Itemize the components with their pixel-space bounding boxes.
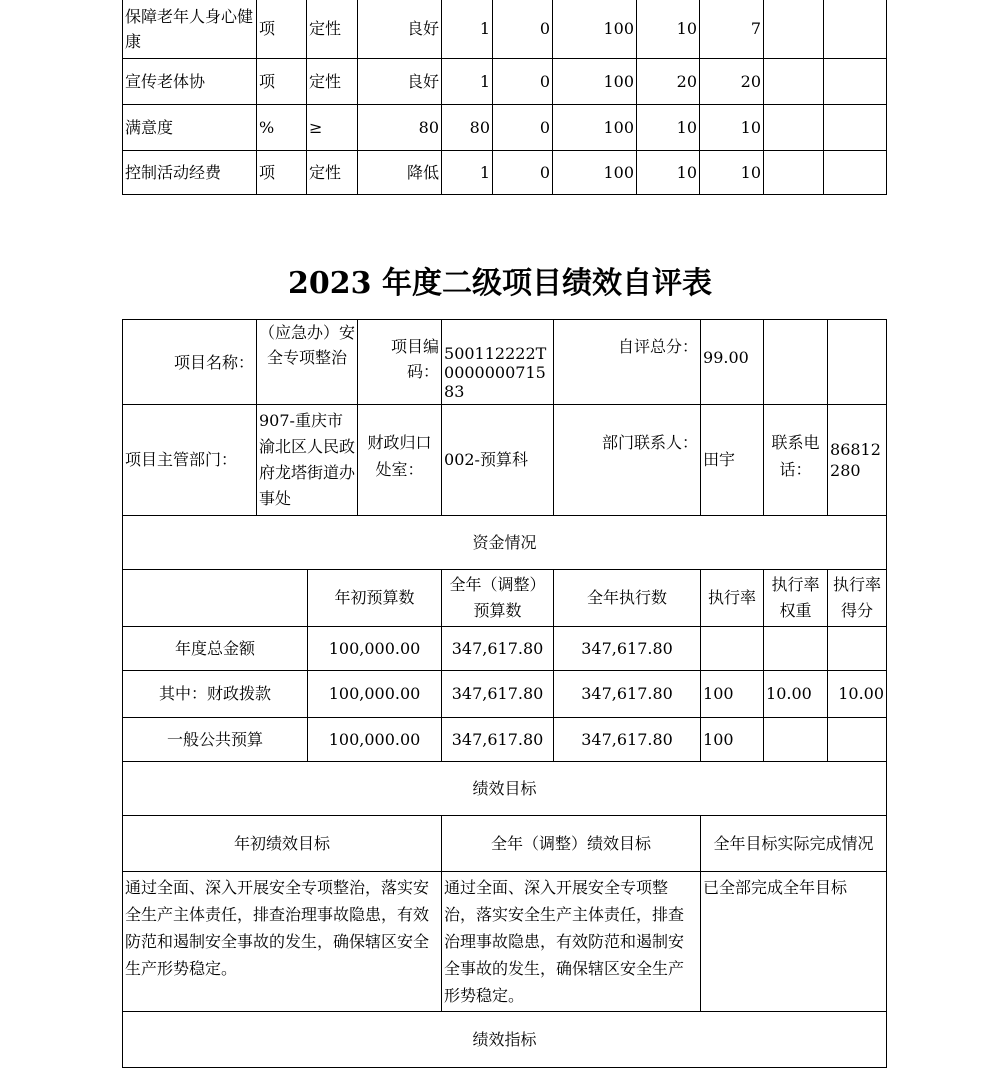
col-header: 年初预算数 <box>308 570 442 627</box>
indicator-value: 0 <box>493 59 553 105</box>
indicator-target: 降低 <box>358 151 442 195</box>
funds-weight: 10.00 <box>764 671 828 718</box>
indicator-value: 0 <box>493 151 553 195</box>
table-row <box>123 405 887 516</box>
table-row <box>123 1012 887 1068</box>
indicator-target: 80 <box>358 105 442 151</box>
indicator-name: 满意度 <box>123 105 257 151</box>
indicator-value: 10 <box>637 0 700 59</box>
funds-section-title: 资金情况 <box>123 516 887 570</box>
indicator-value: 10 <box>700 105 764 151</box>
indicators-section-title: 绩效指标 <box>123 1012 887 1068</box>
funds-value: 100,000.00 <box>308 718 442 762</box>
col-header: 全年执行数 <box>554 570 701 627</box>
funds-row-label: 其中：财政拨款 <box>123 671 308 718</box>
indicator-value: 10 <box>637 151 700 195</box>
funds-score: 10.00 <box>828 671 887 718</box>
col-header: 年初绩效目标 <box>123 816 442 872</box>
indicator-table-top <box>122 0 887 195</box>
table-row <box>123 570 887 627</box>
table-row <box>123 816 887 872</box>
funds-rate <box>701 627 764 671</box>
funds-weight <box>764 718 828 762</box>
score-value: 99.00 <box>701 320 764 405</box>
indicator-type: 定性 <box>307 0 358 59</box>
funds-value: 347,617.80 <box>554 718 701 762</box>
funds-rate: 100 <box>701 671 764 718</box>
funds-value: 347,617.80 <box>442 671 554 718</box>
indicator-value: 10 <box>637 105 700 151</box>
indicator-type: 定性 <box>307 59 358 105</box>
indicator-value: 1 <box>442 59 493 105</box>
indicator-value: 80 <box>442 105 493 151</box>
initial-goal-text: 通过全面、深入开展安全专项整治，落实安全生产主体责任，排查治理事故隐患，有效防范和遏制安全事故的发生，确保辖区安全生产形势稳定。 <box>123 872 442 1012</box>
adjusted-goal-text: 通过全面、深入开展安全专项整治，落实安全生产主体责任，排查治理事故隐患，有效防范和遏制安全事故的发生，确保辖区安全生产形势稳定。 <box>442 872 701 1012</box>
evaluation-table <box>122 319 887 1068</box>
funds-value: 347,617.80 <box>442 627 554 671</box>
funds-score <box>828 627 887 671</box>
indicator-value: 1 <box>442 151 493 195</box>
score-label: 自评总分： <box>554 320 701 405</box>
funds-row-label: 年度总金额 <box>123 627 308 671</box>
indicator-unit: 项 <box>257 0 307 59</box>
indicator-value: 7 <box>700 0 764 59</box>
finance-label: 财政归口处室： <box>358 405 442 516</box>
table-row <box>123 627 887 671</box>
dept-label: 项目主管部门： <box>123 405 257 516</box>
indicator-name: 保障老年人身心健康 <box>123 0 257 59</box>
goals-section-title: 绩效目标 <box>123 762 887 816</box>
indicator-value: 10 <box>700 151 764 195</box>
funds-value: 347,617.80 <box>554 627 701 671</box>
indicator-value: 20 <box>700 59 764 105</box>
indicator-value: 0 <box>493 0 553 59</box>
table-row <box>123 872 887 1012</box>
contact-label: 部门联系人： <box>554 405 701 516</box>
funds-row-label: 一般公共预算 <box>123 718 308 762</box>
indicator-unit: 项 <box>257 59 307 105</box>
table-row <box>123 105 887 151</box>
project-code: 500112222T000000071583 <box>442 320 554 405</box>
table-row <box>123 151 887 195</box>
indicator-value: 100 <box>553 0 637 59</box>
col-header: 执行率得分 <box>828 570 887 627</box>
funds-value: 100,000.00 <box>308 627 442 671</box>
actual-completion-text: 已全部完成全年目标 <box>701 872 887 1012</box>
funds-rate: 100 <box>701 718 764 762</box>
col-header: 执行率 <box>701 570 764 627</box>
table-row <box>123 671 887 718</box>
table-row <box>123 59 887 105</box>
table-row <box>123 516 887 570</box>
indicator-target: 良好 <box>358 59 442 105</box>
col-header: 全年（调整）绩效目标 <box>442 816 701 872</box>
indicator-name: 宣传老体协 <box>123 59 257 105</box>
table-row <box>123 0 887 59</box>
funds-value: 100,000.00 <box>308 671 442 718</box>
col-header: 全年目标实际完成情况 <box>701 816 887 872</box>
indicator-value: 1 <box>442 0 493 59</box>
funds-value: 347,617.80 <box>554 671 701 718</box>
table-row <box>123 718 887 762</box>
indicator-value: 0 <box>493 105 553 151</box>
indicator-type: 定性 <box>307 151 358 195</box>
page-title: 2023 年度二级项目绩效自评表 <box>288 266 712 301</box>
project-name-label: 项目名称： <box>123 320 257 405</box>
indicator-name: 控制活动经费 <box>123 151 257 195</box>
indicator-value: 100 <box>553 59 637 105</box>
project-code-label: 项目编码： <box>358 320 442 405</box>
phone-value: 86812280 <box>828 405 887 516</box>
table-row <box>123 320 887 405</box>
indicator-value: 20 <box>637 59 700 105</box>
indicator-type: ≥ <box>307 105 358 151</box>
indicator-unit: 项 <box>257 151 307 195</box>
col-header: 执行率权重 <box>764 570 828 627</box>
col-header: 全年（调整）预算数 <box>442 570 554 627</box>
indicator-unit: % <box>257 105 307 151</box>
indicator-target: 良好 <box>358 0 442 59</box>
contact-value: 田宇 <box>701 405 764 516</box>
funds-weight <box>764 627 828 671</box>
indicator-value: 100 <box>553 105 637 151</box>
funds-value: 347,617.80 <box>442 718 554 762</box>
indicator-value: 100 <box>553 151 637 195</box>
table-row <box>123 762 887 816</box>
project-name: （应急办）安全专项整治 <box>257 320 358 405</box>
phone-label: 联系电话： <box>764 405 828 516</box>
dept-value: 907-重庆市渝北区人民政府龙塔街道办事处 <box>257 405 358 516</box>
finance-value: 002-预算科 <box>442 405 554 516</box>
funds-score <box>828 718 887 762</box>
